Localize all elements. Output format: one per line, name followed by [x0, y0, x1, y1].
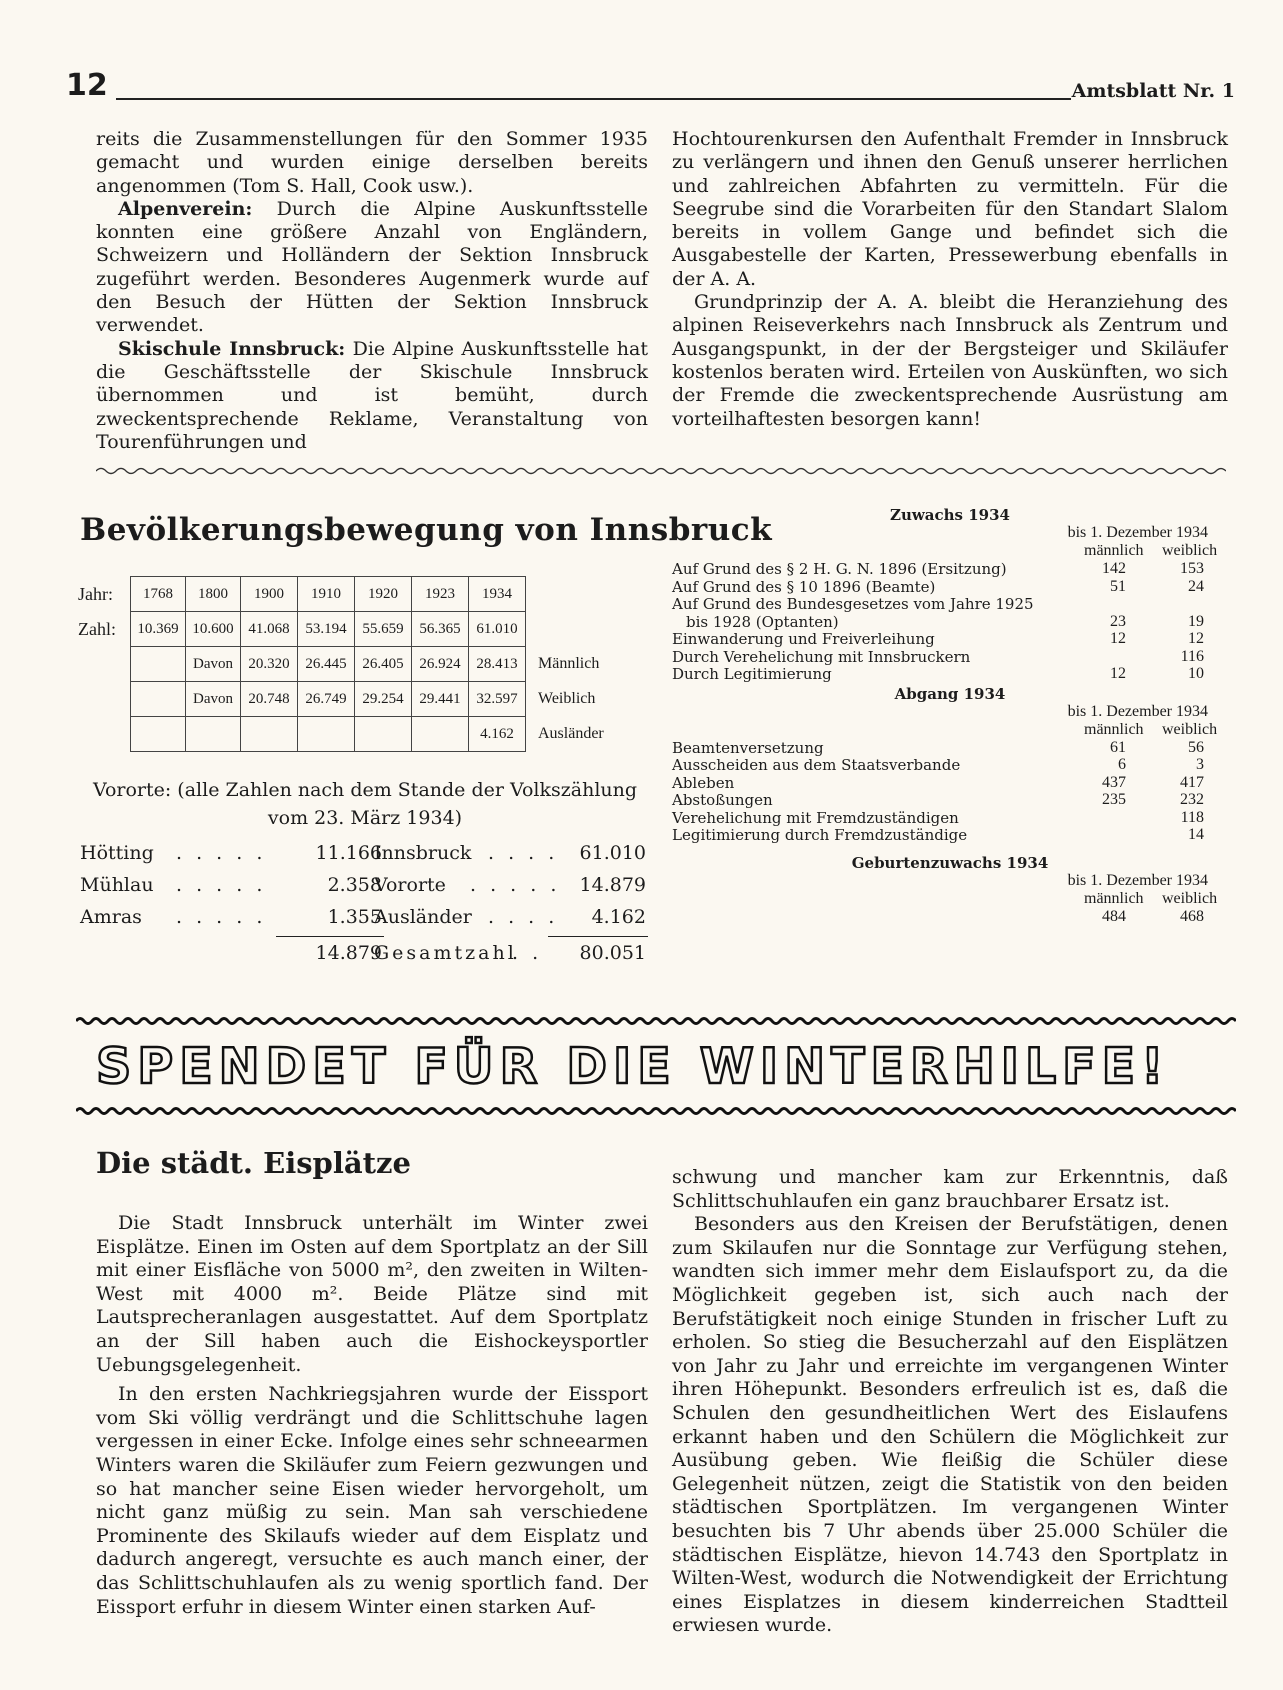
stat-female: 232	[1180, 791, 1204, 808]
total-value: 80.051	[579, 942, 646, 964]
stat-row	[672, 774, 1228, 792]
paragraph-lead: Skischule Innsbruck:	[118, 337, 346, 360]
vororte-value: 4.162	[591, 906, 646, 928]
paragraph-body: Durch die Alpine Auskunftsstelle konnten eine größere Anzahl von Engländern, Schweizern und Holländern der Sektion Innsbruck zugeführt werden. Besonderes Augenmerk wurde auf den Besuch der Hütten der Sektion Innsbruck verwendet.	[96, 197, 648, 337]
stat-male: 61	[1110, 738, 1126, 756]
stat-male: 51	[1110, 577, 1126, 595]
paragraph: Hochtourenkursen den Aufenthalt Fremder in Innsbruck zu verlängern und ihnen den Genuß unserer herrlichen und zahlreichen Abfahrten zu vermitteln. Für die Seegrube sind die Vorarbeiten für den Standart Slalom bereits in vollem Gange und befindet sich die Ausgabestelle der Karten, Pressewerbung ebenfalls in der A. A.	[672, 128, 1228, 290]
zuwachs-list	[672, 560, 1228, 683]
stat-female: 417	[1180, 773, 1204, 791]
sum-rule	[548, 936, 648, 937]
female-header: weiblich	[1162, 542, 1218, 559]
sum-rule	[276, 936, 384, 937]
male-header: männlich	[1084, 889, 1144, 907]
zuwachs-title: Zuwachs 1934	[890, 506, 1010, 524]
eis-right-column	[672, 1166, 1228, 1638]
male-cell: 20.320	[241, 647, 298, 682]
male-header: männlich	[1084, 720, 1144, 738]
publication-title: Amtsblatt Nr. 1	[1071, 80, 1235, 102]
population-table	[78, 576, 628, 752]
stat-label: Durch Legitimierung	[672, 665, 832, 683]
davon-cell: Davon	[186, 682, 241, 717]
paragraph-lead: Alpenverein:	[118, 197, 253, 220]
paragraph: schwung und mancher kam zur Erkenntnis, daß Schlittschuhlaufen ein ganz brauchbarer Ersatz ist.	[672, 1166, 1228, 1212]
vororte-title: Vororte: (alle Zahlen nach dem Stande der Volkszählung vom 23. März 1934)	[92, 779, 638, 829]
stat-label: Auf Grund des § 2 H. G. N. 1896 (Ersitzung)	[672, 560, 1007, 578]
banner-wave-bottom	[76, 1106, 1236, 1116]
vororte-value: 14.879	[579, 874, 646, 896]
dot-leader: . . . . .	[176, 842, 267, 864]
vororte-value: 11.166	[315, 842, 382, 864]
stat-row	[672, 809, 1228, 827]
year-cell: 1800	[186, 577, 241, 612]
stat-row	[672, 739, 1228, 757]
vororte-name: Ausländer	[374, 906, 472, 928]
count-cell: 53.194	[298, 612, 355, 647]
foreigners-cell: 4.162	[469, 717, 526, 752]
stat-male: 6	[1118, 756, 1126, 773]
stat-label: Auf Grund des Bundesgesetzes vom Jahre 1925	[672, 595, 1034, 613]
female-header: weiblich	[1162, 889, 1218, 907]
population-title: Bevölkerungsbewegung von Innsbruck	[80, 512, 773, 548]
year-label: Jahr:	[78, 583, 113, 604]
year-cell: 1910	[298, 577, 355, 612]
header-rule	[116, 98, 1071, 100]
stats-date: bis 1. Dezember 1934	[1067, 702, 1208, 720]
abgang-title: Abgang 1934	[894, 684, 1006, 703]
vororte-name: Mühlau	[80, 874, 154, 896]
stat-label: Ausscheiden aus dem Staatsverbande	[672, 756, 961, 774]
male-cell: 26.924	[412, 647, 469, 682]
stat-female: 3	[1196, 756, 1204, 773]
dot-leader: . . . .	[488, 842, 559, 864]
stat-female: 14	[1188, 826, 1204, 843]
stat-male: 12	[1110, 665, 1126, 682]
abgang-list	[672, 739, 1228, 844]
dot-leader: . .	[512, 942, 543, 964]
paragraph-alpenverein	[96, 198, 648, 338]
stat-row	[672, 578, 1228, 596]
male-header: männlich	[1084, 542, 1144, 559]
stat-label: Durch Verehelichung mit Innsbruckern	[672, 647, 971, 666]
stat-row	[672, 648, 1228, 666]
stat-label: bis 1928 (Optanten)	[686, 612, 839, 631]
stat-label: Einwanderung und Freiverleihung	[672, 630, 935, 648]
stat-row	[672, 665, 1228, 683]
count-cell: 41.068	[241, 612, 298, 647]
female-cell: 20.748	[241, 682, 298, 717]
stat-label: Abstoßungen	[672, 791, 773, 809]
stat-label: Beamtenversetzung	[672, 738, 824, 757]
stat-male: 437	[1102, 773, 1126, 791]
dot-leader: . . . . .	[470, 874, 561, 896]
vororte-value: 1.355	[327, 906, 382, 928]
year-cell: 1900	[241, 577, 298, 612]
dot-leader: . . . . .	[176, 874, 267, 896]
stat-female: 56	[1188, 738, 1204, 756]
geburten-male: 484	[1102, 907, 1126, 925]
stat-female: 12	[1188, 630, 1204, 647]
paragraph-body: Die Alpine Auskunftsstelle hat die Geschäftsstelle der Skischule Innsbruck übernommen und ist bemüht, durch zweckentsprechende Reklame, Veranstaltung von Tourenführungen und	[96, 337, 648, 453]
stat-female: 116	[1180, 647, 1204, 665]
male-cell: 26.405	[355, 647, 412, 682]
page-number: 12	[66, 68, 108, 103]
paragraph: Grundprinzip der A. A. bleibt die Heranziehung des alpinen Reiseverkehrs nach Innsbruck als Zentrum und Ausgangspunkt, in der der Bergsteiger und Skiläufer kostenlos beraten wird. Erteilen von Auskünften, wo sich der Fremde die zweckentsprechende Ausrüstung am vorteilhaftesten besorgen kann!	[672, 291, 1228, 430]
vororte-value: 2.358	[327, 874, 382, 896]
male-label: Männlich	[538, 655, 600, 672]
vororte-value: 61.010	[579, 842, 646, 864]
female-cell: 26.749	[298, 682, 355, 717]
stat-label: Verehelichung mit Fremdzuständigen	[672, 808, 959, 827]
year-cell: 1934	[469, 577, 526, 612]
female-header: weiblich	[1162, 720, 1218, 738]
dot-leader: . . . . .	[176, 906, 267, 928]
stat-female: 24	[1188, 577, 1204, 595]
stat-row	[672, 595, 1228, 613]
foreigners-label: Ausländer	[538, 725, 604, 742]
stat-label: Ableben	[672, 773, 735, 792]
vororte-name: Amras	[80, 906, 142, 928]
stat-label: Auf Grund des § 10 1896 (Beamte)	[672, 577, 936, 596]
count-cell: 61.010	[469, 612, 526, 647]
paragraph: In den ersten Nachkriegsjahren wurde der Eissport vom Ski völlig verdrängt und die Schlittschuhe lagen vergessen in einer Ecke. Infolge eines sehr schneearmen Winters waren die Skiläufer zum Feiern gezwungen und so hat mancher seine Eisen wieder hervorgeholt, um nicht ganz müßig zu sein. Man sah verschiedene Prominente des Skilaufs wieder auf dem Eisplatz und dadurch angeregt, versuchte es auch manch einer, der das Schlittschuhlaufen als zu wenig sportlich fand. Der Eissport erfuhr in diesem Winter einen starken Auf-	[96, 1383, 648, 1618]
geburten-title: Geburtenzuwachs 1934	[851, 853, 1049, 872]
female-cell: 32.597	[469, 682, 526, 717]
stat-female: 10	[1188, 665, 1204, 682]
stat-male: 23	[1110, 612, 1126, 630]
top-right-column	[672, 128, 1228, 431]
winterhilfe-banner: SPENDET FÜR DIE WINTERHILFE!	[96, 1038, 1170, 1095]
vororte-name: Vororte	[374, 874, 446, 896]
paragraph-skischule	[96, 338, 648, 454]
stat-male: 235	[1102, 791, 1126, 808]
geburten-female: 468	[1180, 907, 1204, 925]
eis-title: Die städt. Eisplätze	[96, 1146, 411, 1180]
count-label: Zahl:	[78, 618, 116, 639]
female-cell: 29.254	[355, 682, 412, 717]
eis-left-column	[96, 1212, 648, 1619]
stats-date: bis 1. Dezember 1934	[1067, 871, 1208, 889]
vororte-name: Hötting	[80, 842, 154, 864]
stat-female: 19	[1188, 612, 1204, 630]
female-label: Weiblich	[538, 690, 596, 707]
male-cell: 26.445	[298, 647, 355, 682]
stat-row	[672, 613, 1228, 631]
vororte-total: 14.879	[315, 942, 382, 964]
paragraph: reits die Zusammenstellungen für den Sommer 1935 gemacht und wurden einige derselben bereits angenommen (Tom S. Hall, Cook usw.).	[96, 128, 648, 197]
stat-female: 118	[1180, 808, 1204, 826]
female-cell: 29.441	[412, 682, 469, 717]
year-cell: 1923	[412, 577, 469, 612]
davon-cell: Davon	[186, 647, 241, 682]
stat-row	[672, 756, 1228, 774]
count-cell: 56.365	[412, 612, 469, 647]
stat-male: 142	[1102, 560, 1126, 577]
stat-label: Legitimierung durch Fremdzuständige	[672, 826, 968, 844]
count-cell: 10.369	[131, 612, 186, 647]
stat-row	[672, 791, 1228, 809]
paragraph: Die Stadt Innsbruck unterhält im Winter zwei Eisplätze. Einen im Osten auf dem Sportplatz an der Sill mit einer Eisfläche von 5000 m², den zweiten in Wilten-West mit 4000 m². Beide Plätze sind mit Lautsprecheranlagen ausgestattet. Auf dem Sportplatz an der Sill haben auch die Eishockeysportler Uebungsgelegenheit.	[96, 1212, 648, 1376]
year-cell: 1920	[355, 577, 412, 612]
male-cell: 28.413	[469, 647, 526, 682]
banner-wave-top	[76, 1016, 1236, 1026]
stat-male: 12	[1110, 630, 1126, 647]
stat-female: 153	[1180, 560, 1204, 577]
total-label: Gesamtzahl	[374, 942, 517, 964]
count-cell: 55.659	[355, 612, 412, 647]
stat-row	[672, 560, 1228, 578]
stats-date: bis 1. Dezember 1934	[1067, 524, 1208, 541]
top-left-column	[96, 128, 648, 454]
stat-row	[672, 630, 1228, 648]
stats-column	[672, 506, 1228, 928]
wavy-divider	[96, 466, 1226, 476]
stat-row	[672, 826, 1228, 844]
vororte-name: Innsbruck	[374, 842, 472, 864]
count-cell: 10.600	[186, 612, 241, 647]
year-cell: 1768	[131, 577, 186, 612]
paragraph: Besonders aus den Kreisen der Berufstätigen, denen zum Skilaufen nur die Sonntage zur Verfügung stehen, wandten sich immer mehr dem Eislaufsport zu, da die Möglichkeit gegeben ist, sich auch nach der Berufstätigkeit noch einige Stunden in frischer Luft zu erholen. So stieg die Besucherzahl auf den Eisplätzen von Jahr zu Jahr und erreichte im vergangenen Winter ihren Höhepunkt. Besonders erfreulich ist es, daß die Schulen den gesundheitlichen Wert des Eislaufens erkannt haben und den Schülern die Möglichkeit zur Ausübung geben. Wie fleißig die Schüler diese Gelegenheit nützen, zeigt die Statistik von den beiden städtischen Sportplätzen. Im vergangenen Winter besuchten bis 7 Uhr abends über 25.000 Schüler die städtischen Eisplätze, hievon 14.743 den Sportplatz in Wilten-West, wodurch die Notwendigkeit der Errichtung eines Eisplatzes in diesem kinderreichen Stadtteil erwiesen wurde.	[672, 1213, 1228, 1637]
dot-leader: . . . .	[488, 906, 559, 928]
